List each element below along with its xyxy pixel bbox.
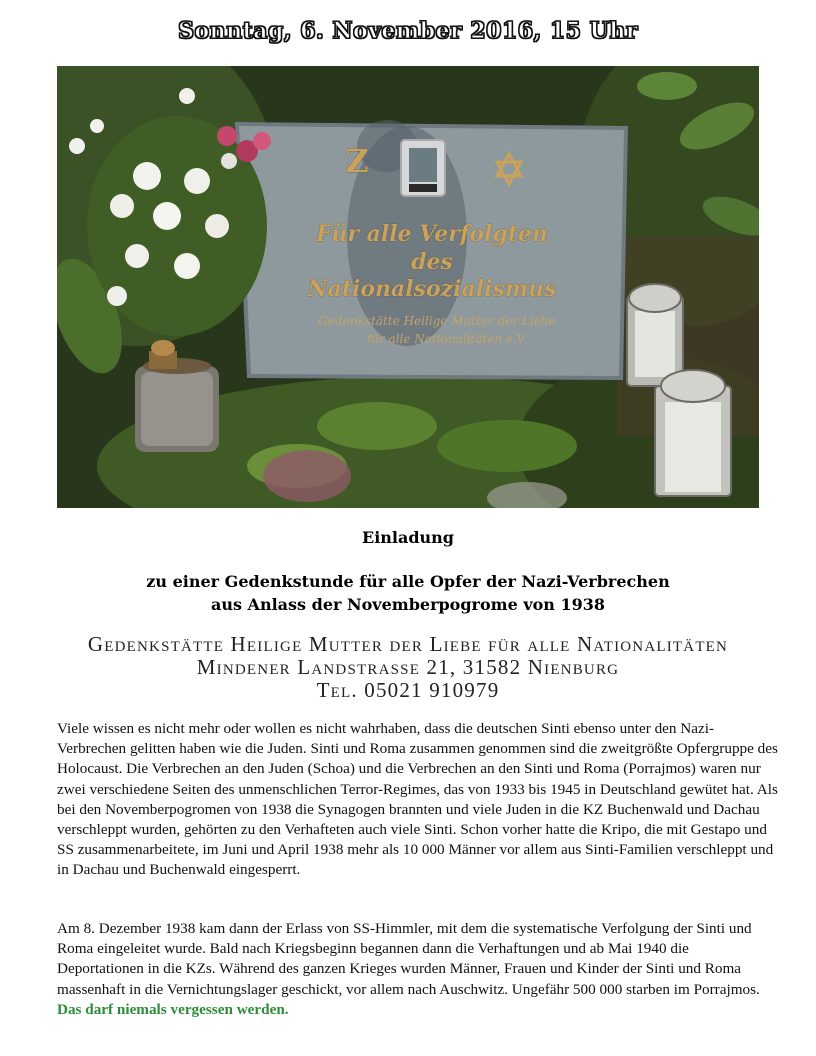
plaque-small-line-2: für alle Nationalitäten e.V. <box>366 332 528 346</box>
address-line-3: Tel. 05021 910979 <box>316 678 500 702</box>
body-paragraph-2-container <box>57 919 779 1020</box>
invitation-subtitle-line-2: aus Anlass der Novemberpogrome von 1938 <box>210 595 606 614</box>
memorial-photo <box>57 66 759 508</box>
plaque-small-line-1: Gedenkstätte Heilige Mutter der Liebe <box>318 314 556 328</box>
closing-highlight: Das darf niemals vergessen werden. <box>57 1000 289 1018</box>
plaque-line-1: Für alle Verfolgten <box>316 221 548 247</box>
invitation-subtitle-line-1: zu einer Gedenkstunde für alle Opfer der Nazi-Verbrechen <box>146 572 670 591</box>
date-heading: Sonntag, 6. November 2016, 15 Uhr <box>178 18 638 44</box>
body-paragraph-2: Am 8. Dezember 1938 kam dann der Erlass von SS-Himmler, mit dem die systematische Verfolgung der Sinti und Roma eingeleitet wurde. Bald nach Kriegsbeginn begannen dann die Verhaftungen und ab Mai 1940 die Deportationen in die KZs. Während des ganzen Krieges wurden Männer, Frauen und Kinder der Sinti und Roma massenhaft in die Vernichtungslager geschickt, vor allem nach Auschwitz. Ungefähr 500 000 starben im Porrajmos. <box>57 920 760 998</box>
address-line-1: Gedenkstätte Heilige Mutter der Liebe für alle Nationalitäten <box>87 632 729 656</box>
plaque-letter: Z <box>345 142 369 180</box>
invitation-title: Einladung <box>362 528 454 547</box>
plaque-line-3: Nationalsozialismus <box>307 276 557 302</box>
plaque-line-2: des <box>411 249 453 275</box>
address-line-2: Mindener Landstrasse 21, 31582 Nienburg <box>196 655 620 679</box>
body-paragraph-1: Viele wissen es nicht mehr oder wollen es nicht wahrhaben, dass die deutschen Sinti ebenso unter den Nazi-Verbrechen gelitten haben wie die Juden. Sinti und Roma zusammen genommen sind die zweitgrößte Opfergruppe des Holocaust. Die Verbrechen an den Juden (Schoa) und die Verbrechen an den Sinti und Roma (Porrajmos) waren nur zwei verschiedene Seiten des unmenschlichen Terror-Regimes, das von 1933 bis 1945 in Deutschland gewütet hat. Als bei den Novemberpogromen von 1938 die Synagogen brannten und viele Juden in die KZ Buchenwald und Dachau verschleppt wurden, gehörten zu den Verhafteten auch viele Sinti. Schon vorher hatte die Kripo, die mit Gestapo und SS zusammenarbeitete, im Juni und April 1938 mehr als 10 000 Männer vor allem aus Sinti-Familien verschleppt und in Dachau und Buchenwald eingesperrt. <box>57 720 778 879</box>
